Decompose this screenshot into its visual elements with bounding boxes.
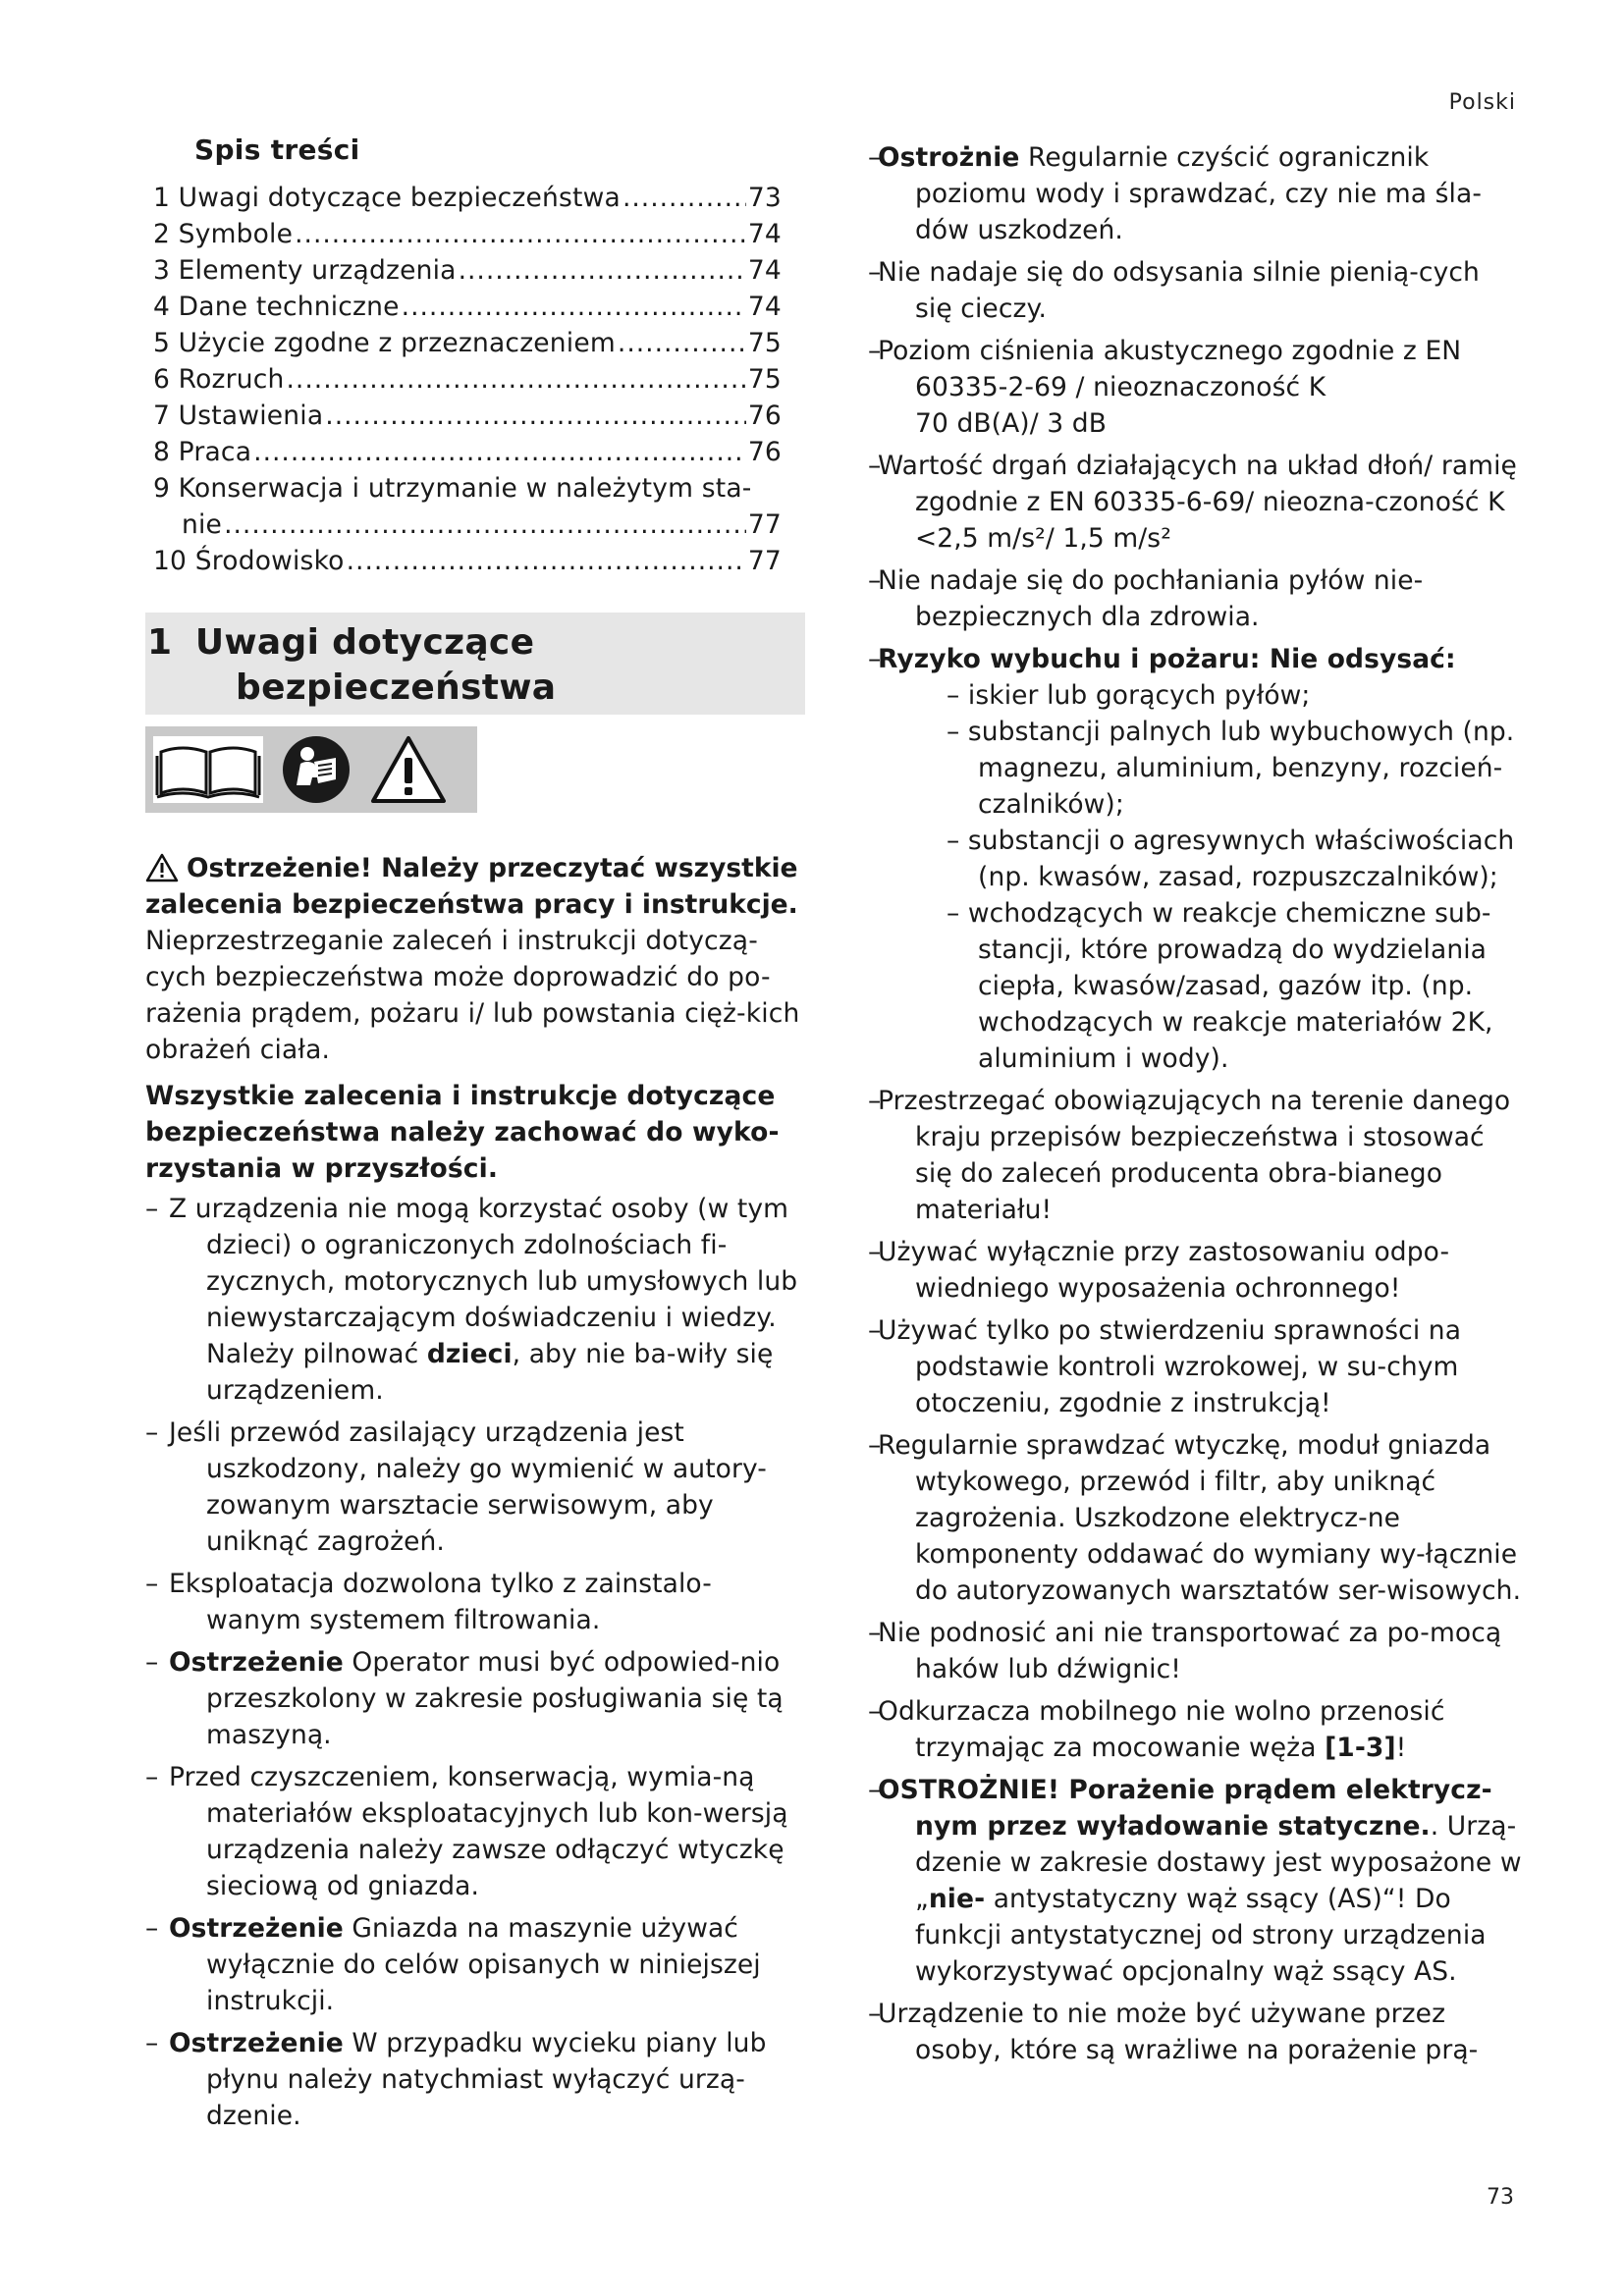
toc-item[interactable]: 6 Rozruch ..... 75 [153, 361, 782, 398]
sublist-item: – substancji palnych lub wybuchowych (np. magnezu, aluminium, benzyny, rozcień-czalników); [915, 714, 1522, 823]
toc-item[interactable]: 2 Symbole ..... 74 [153, 216, 782, 252]
section-heading: 1 Uwagi dotyczące bezpieczeństwa [145, 613, 805, 715]
toc-item[interactable]: 1 Uwagi dotyczące bezpieczeństwa ..... 73 [153, 180, 782, 216]
list-item: – Poziom ciśnienia akustycznego zgodnie z EN 60335-2-69 / nieoznaczoność K 70 dB(A)/ 3 dB [854, 333, 1522, 442]
list-item: – Ostrożnie Regularnie czyścić ogranicznik poziomu wody i sprawdzać, czy nie ma śla-dów uszkodzeń. [854, 139, 1522, 248]
warning-block [145, 850, 805, 1187]
warning-text: Nieprzestrzeganie zaleceń i instrukcji dotyczą-cych bezpieczeństwa może doprowadzić do po-rażenia prądem, pożaru i/ lub powstania cięż-kich obrażeń ciała. [145, 926, 800, 1065]
sublist-item: – substancji o agresywnych właściwościach (np. kwasów, zasad, rozpuszczalników); [915, 823, 1522, 895]
list-item: – Odkurzacza mobilnego nie wolno przenosić trzymając za mocowanie węża [1-3]! [854, 1693, 1522, 1766]
list-item: – Jeśli przewód zasilający urządzenia jest uszkodzony, należy go wymienić w autory-zowanym warsztacie serwisowym, aby uniknąć zagrożeń. [145, 1415, 805, 1560]
read-manual-icon [281, 734, 352, 805]
list-item: – Wartość drgań działających na układ dłoń/ ramię zgodnie z EN 60335-6-69/ nieozna-czoność K <2,5 m/s²/ 1,5 m/s² [854, 448, 1522, 557]
list-item: – Ostrzeżenie Gniazda na maszynie używać wyłącznie do celów opisanych w niniejszej instrukcji. [145, 1910, 805, 2019]
list-item: – Używać tylko po stwierdzeniu sprawności na podstawie kontroli wzrokowej, w su-chym otoczeniu, zgodnie z instrukcją! [854, 1312, 1522, 1421]
toc-item[interactable]: 9 Konserwacja i utrzymanie w należytym sta- nie ..... 77 [153, 470, 782, 543]
sublist-item: – wchodzących w reakcje chemiczne sub-stancji, które prowadzą do wydzielania ciepła, kwasów/zasad, gazów itp. (np. wchodzących w reakcje materiałów 2K, aluminium i wody). [915, 895, 1522, 1077]
safety-icons-strip [145, 726, 477, 813]
warning-heading: Ostrzeżenie! Należy przeczytać wszystkie zalecenia bezpieczeństwa pracy i instrukcje. [145, 853, 798, 920]
list-item: – Nie nadaje się do odsysania silnie pienią-cych się cieczy. [854, 254, 1522, 327]
toc-item[interactable]: 5 Użycie zgodne z przeznaczeniem ..... 75 [153, 325, 782, 361]
manual-book-icon [153, 736, 263, 803]
left-column [145, 133, 805, 2140]
toc-item[interactable]: 7 Ustawienia ..... 76 [153, 398, 782, 434]
warning-icon [145, 853, 179, 882]
page-language-label: Polski [1448, 90, 1516, 115]
toc-item[interactable]: 10 Środowisko ..... 77 [153, 543, 782, 579]
vibration-value: <2,5 m/s²/ 1,5 m/s² [915, 523, 1171, 554]
keep-instructions-note: Wszystkie zalecenia i instrukcje dotyczące bezpieczeństwa należy zachować do wyko-rzystania w przyszłości. [145, 1081, 780, 1184]
list-item: – Używać wyłącznie przy zastosowaniu odpo-wiedniego wyposażenia ochronnego! [854, 1234, 1522, 1307]
right-column [854, 135, 1522, 2074]
list-item: – Ostrzeżenie W przypadku wycieku piany lub płynu należy natychmiast wyłączyć urzą-dzenie. [145, 2025, 805, 2134]
list-item: – Ostrzeżenie Operator musi być odpowied-nio przeszkolony w zakresie posługiwania się tą maszyną. [145, 1644, 805, 1753]
warning-triangle-icon [369, 734, 448, 805]
toc-item[interactable]: 4 Dane techniczne ..... 74 [153, 289, 782, 325]
toc-item[interactable]: 8 Praca ..... 76 [153, 434, 782, 470]
list-item: – Eksploatacja dozwolona tylko z zainstalo-wanym systemem filtrowania. [145, 1566, 805, 1638]
list-item: – Urządzenie to nie może być używane przez osoby, które są wrażliwe na porażenie prą- [854, 1996, 1522, 2068]
list-item: – Ryzyko wybuchu i pożaru: Nie odsysać: – iskier lub gorących pyłów; – substancji palnych lub wybuchowych (np. magnezu, aluminium, benzyny, rozcień-czalników); – substancji o agresywnych właściwościach (np. kwasów, zasad, rozpuszczalników); – wchodzących w reakcje chemiczne sub-stancji, które prowadzą do wydzielania ciepła, kwasów/zasad, gazów itp. (np. wchodzących w reakcje materiałów 2K, aluminium i wody). [854, 641, 1522, 1077]
sublist-item: – iskier lub gorących pyłów; [915, 677, 1522, 714]
list-item: – Z urządzenia nie mogą korzystać osoby (w tym dzieci) o ograniczonych zdolnościach fi-zycznych, motorycznych lub umysłowych lub niewystarczającym doświadczeniu i wiedzy. Należy pilnować dzieci, aby nie ba-wiły się urządzeniem. [145, 1191, 805, 1409]
toc-item[interactable]: 3 Elementy urządzenia ..... 74 [153, 252, 782, 289]
list-item: – Nie nadaje się do pochłaniania pyłów nie-bezpiecznych dla zdrowia. [854, 562, 1522, 635]
table-of-contents [145, 180, 782, 579]
list-item: – Nie podnosić ani nie transportować za po-mocą haków lub dźwignic! [854, 1615, 1522, 1687]
list-item: – Przestrzegać obowiązujących na terenie danego kraju przepisów bezpieczeństwa i stosować się do zaleceń producenta obra-bianego materiału! [854, 1083, 1522, 1228]
safety-list-left [145, 1191, 805, 2134]
sound-pressure-value: 70 dB(A)/ 3 dB [915, 408, 1107, 439]
explosion-risk-sublist [915, 677, 1522, 1077]
toc-title: Spis treści [194, 133, 360, 166]
list-item: – Przed czyszczeniem, konserwacją, wymia-ną materiałów eksploatacyjnych lub kon-wersją urządzenia należy zawsze odłączyć wtyczkę sieciową od gniazda. [145, 1759, 805, 1904]
safety-list-right [854, 139, 1522, 2068]
list-item: – Regularnie sprawdzać wtyczkę, moduł gniazda wtykowego, przewód i filtr, aby uniknąć zagrożenia. Uszkodzone elektrycz-ne komponenty oddawać do wymiany wy-łącznie do autoryzowanych warsztatów ser-wisowych. [854, 1427, 1522, 1609]
list-item: – OSTROŻNIE! Porażenie prądem elektrycz-nym przez wyładowanie statyczne.. Urzą-dzenie w zakresie dostawy jest wyposażone w „nie- antystatyczny wąż ssący (AS)“! Do funkcji antystatycznej od strony urządzenia wykorzystywać opcjonalny wąż ssący AS. [854, 1772, 1522, 1990]
page-number: 73 [1487, 2185, 1514, 2210]
